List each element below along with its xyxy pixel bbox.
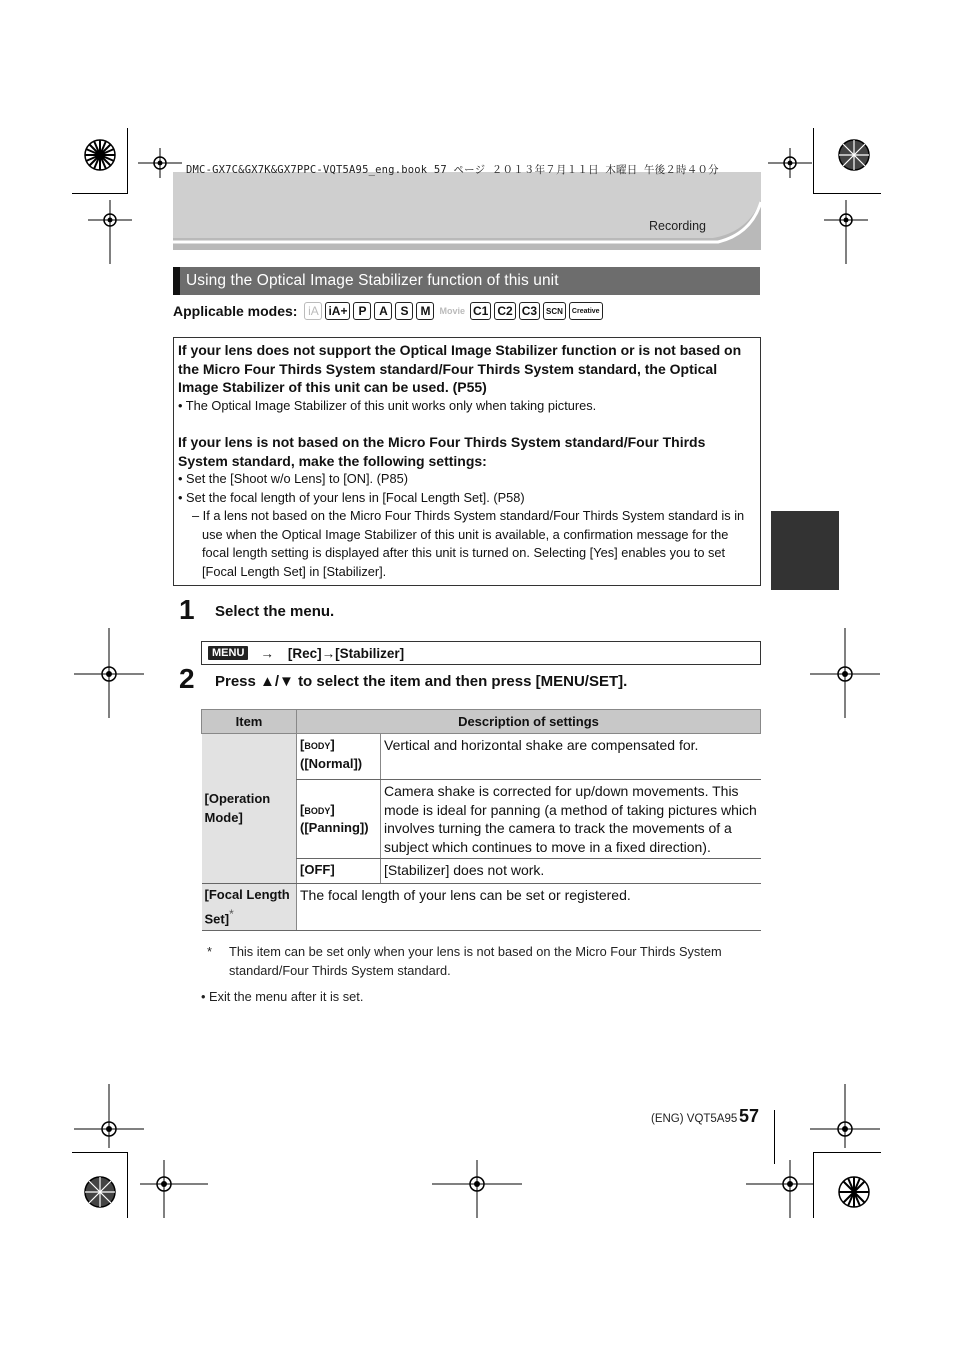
mode-m-icon: M xyxy=(416,302,434,320)
mode-creative-icon: Creative xyxy=(569,302,603,320)
registration-target-icon xyxy=(80,1172,120,1212)
description-cell: Vertical and horizontal shake are compensated for. xyxy=(381,734,761,780)
mode-a-icon: A xyxy=(374,302,392,320)
table-row xyxy=(202,884,761,931)
crosshair-mark-icon xyxy=(810,1084,880,1148)
crop-mark xyxy=(813,128,814,194)
section-name: Recording xyxy=(649,219,706,233)
registration-target-icon xyxy=(80,135,120,175)
mode-ia-plus-icon: iA+ xyxy=(325,302,350,320)
step-text: Select the menu. xyxy=(215,603,335,620)
crop-mark xyxy=(813,1152,881,1153)
setting-label-cell xyxy=(297,780,381,859)
settings-table xyxy=(201,709,761,931)
note-bullet: • Set the [Shoot w/o Lens] to [ON]. (P85) xyxy=(178,471,408,486)
description-cell: Camera shake is corrected for up/down movements. This mode is ideal for panning (a method of taking pictures which involves turning the camera to track the movements of a subject which continues to move in a fixed direction). xyxy=(381,780,761,859)
mode-ia-icon: iA xyxy=(304,302,322,320)
crosshair-mark-icon xyxy=(74,628,144,718)
menu-path xyxy=(201,641,761,665)
mode-c2-icon: C2 xyxy=(494,302,515,320)
footnote xyxy=(207,943,762,980)
setting-label-cell: [OFF] xyxy=(297,859,381,884)
page-number: 57 xyxy=(739,1106,760,1126)
applicable-modes xyxy=(173,300,606,322)
menu-path-text: [Rec]→[Stabilizer] xyxy=(287,645,405,661)
footnote-mark: * xyxy=(229,906,234,921)
mode-s-icon: S xyxy=(395,302,413,320)
mode-scn-icon: SCN xyxy=(543,302,566,320)
mode-c1-icon: C1 xyxy=(470,302,491,320)
setting-label-cell xyxy=(297,734,381,780)
setting-label: ([Panning]) xyxy=(300,820,369,835)
arrow-icon: → xyxy=(260,645,274,661)
crosshair-mark-icon xyxy=(140,1160,208,1218)
footer-reference: (ENG) VQT5A95 xyxy=(651,1113,738,1125)
section-heading xyxy=(173,267,760,295)
crosshair-mark-icon xyxy=(432,1160,522,1218)
crosshair-mark-icon xyxy=(810,628,880,718)
crop-mark xyxy=(813,193,881,194)
crosshair-mark-icon xyxy=(88,200,132,264)
mode-movie-icon: Movie xyxy=(439,306,465,316)
footnote-text: This item can be set only when your lens is not based on the Micro Four Thirds System standard/Four Thirds System standard. xyxy=(229,944,722,978)
crosshair-mark-icon xyxy=(74,1084,144,1148)
column-header: Description of settings xyxy=(297,710,761,734)
setting-label: ([Normal]) xyxy=(300,755,363,771)
registration-target-icon xyxy=(834,1172,874,1212)
description-cell: [Stabilizer] does not work. xyxy=(381,859,761,884)
item-label: [Focal Length Set] xyxy=(204,887,290,926)
table-header-row xyxy=(202,710,761,734)
note-box xyxy=(173,337,761,586)
note-bullet: • Set the focal length of your lens in [Focal Length Set]. (P58) xyxy=(178,489,525,505)
column-header: Item xyxy=(202,710,297,734)
note-paragraph: If your lens is not based on the Micro Four Thirds System standard/Four Thirds System standard, make the following settings: xyxy=(178,434,706,469)
crosshair-mark-icon xyxy=(768,148,812,178)
modes-label: Applicable modes: xyxy=(173,303,298,319)
note-paragraph: If your lens does not support the Optical Image Stabilizer function or is not based on the Micro Four Thirds System standard/Four Thirds System standard, the Optical Image Stabilizer of this unit can be used. (P55) xyxy=(178,342,742,395)
chapter-side-tab xyxy=(771,511,839,590)
description-cell: The focal length of your lens can be set or registered. xyxy=(297,884,761,931)
heading-text: Using the Optical Image Stabilizer function of this unit xyxy=(186,272,559,289)
header-band xyxy=(173,172,761,250)
crop-mark xyxy=(127,1152,128,1218)
footer-rule xyxy=(774,1110,775,1164)
step-text: Press ▲/▼ to select the item and then press [MENU/SET]. xyxy=(215,673,628,690)
crosshair-mark-icon xyxy=(824,200,868,264)
mode-p-icon: P xyxy=(353,302,371,320)
stabilizer-normal-icon: [BODY] xyxy=(300,737,335,752)
note-bullet: • The Optical Image Stabilizer of this unit works only when taking pictures. xyxy=(178,397,597,413)
footnote-mark: * xyxy=(207,944,212,959)
step-number: 1 xyxy=(179,594,195,625)
step-number: 2 xyxy=(179,663,195,694)
crop-mark xyxy=(72,193,128,194)
crop-mark xyxy=(127,128,128,194)
menu-chip: MENU xyxy=(208,646,248,660)
header-swoosh-icon xyxy=(173,172,761,250)
item-cell: [Operation Mode] xyxy=(202,734,297,884)
mode-c3-icon: C3 xyxy=(519,302,540,320)
stabilizer-panning-icon: [BODY] xyxy=(300,801,335,817)
print-header: DMC-GX7C&GX7K&GX7PPC-VQT5A95_eng.book 57 ページ ２０１３年７月１１日 木曜日 午後２時４０分 xyxy=(186,164,719,176)
item-cell xyxy=(202,884,297,931)
bullet-note: • Exit the menu after it is set. xyxy=(201,989,364,1004)
crop-mark xyxy=(72,1152,128,1153)
table-row xyxy=(202,734,761,780)
registration-target-icon xyxy=(834,135,874,175)
note-dash-item: – If a lens not based on the Micro Four Thirds System standard/Four Thirds System standard is in use when the Optical Image Stabilizer of this unit is available, a confirmation message for the focal length setting is displayed after this unit is turned on. Selecting [Yes] enables you to set [Focal Length Set] in [Stabilizer]. xyxy=(192,508,745,579)
crosshair-mark-icon xyxy=(746,1160,814,1218)
